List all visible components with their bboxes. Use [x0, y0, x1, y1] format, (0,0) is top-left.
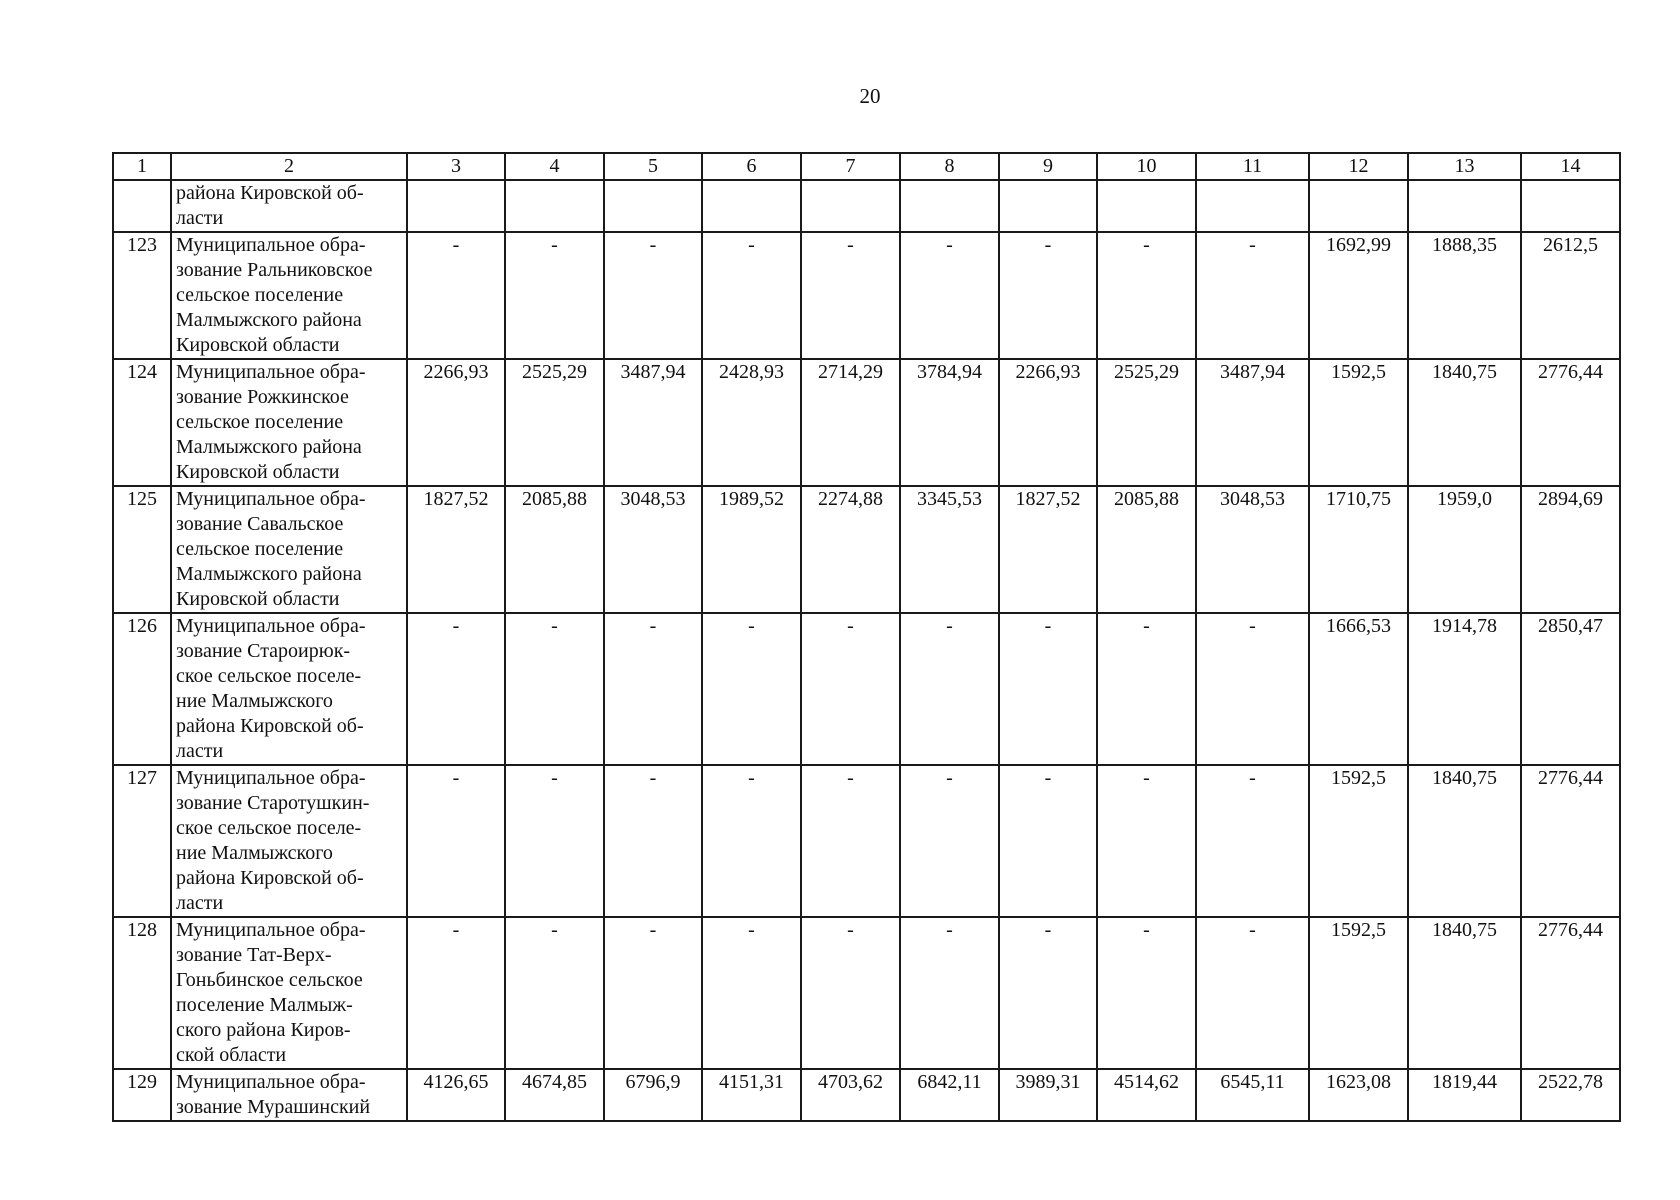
value-cell: - — [1097, 917, 1196, 1069]
value-cell: 4126,65 — [407, 1069, 505, 1121]
value-cell: 1592,5 — [1309, 765, 1408, 917]
value-cell: - — [900, 765, 999, 917]
header-cell: 5 — [604, 153, 702, 180]
name-line: Муниципальное обра- — [176, 767, 366, 789]
value-cell: 2266,93 — [999, 359, 1097, 486]
name-line: Кировской области — [176, 588, 340, 610]
municipality-name — [171, 1069, 407, 1121]
header-row — [113, 153, 1620, 180]
header-cell: 12 — [1309, 153, 1408, 180]
value-cell: 2525,29 — [1097, 359, 1196, 486]
value-cell: - — [604, 917, 702, 1069]
value-cell: - — [604, 765, 702, 917]
municipality-name — [171, 180, 407, 232]
row-number: 124 — [113, 359, 171, 486]
value-cell: - — [505, 917, 604, 1069]
value-cell: 1592,5 — [1309, 359, 1408, 486]
value-cell: - — [604, 232, 702, 359]
value-cell: - — [702, 917, 801, 1069]
value-cell: - — [999, 917, 1097, 1069]
municipality-name — [171, 359, 407, 486]
value-cell — [1196, 180, 1309, 232]
value-cell: 3345,53 — [900, 486, 999, 613]
value-cell: - — [801, 613, 900, 765]
name-line: ласти — [176, 892, 224, 914]
value-cell: 1710,75 — [1309, 486, 1408, 613]
value-cell — [900, 180, 999, 232]
value-cell — [1309, 180, 1408, 232]
value-cell: - — [407, 613, 505, 765]
name-line: зование Ральниковское — [176, 259, 373, 281]
name-line: Малмыжского района — [176, 309, 362, 331]
header-cell: 14 — [1521, 153, 1620, 180]
name-line: ласти — [176, 207, 224, 229]
name-line: Гоньбинское сельское — [176, 969, 363, 991]
value-cell — [604, 180, 702, 232]
value-cell: - — [900, 917, 999, 1069]
value-cell: 2894,69 — [1521, 486, 1620, 613]
value-cell: 3048,53 — [604, 486, 702, 613]
value-cell: - — [1097, 613, 1196, 765]
value-cell: 2522,78 — [1521, 1069, 1620, 1121]
header-cell: 7 — [801, 153, 900, 180]
value-cell: - — [407, 917, 505, 1069]
table-row — [113, 917, 1620, 1069]
value-cell: 3989,31 — [999, 1069, 1097, 1121]
value-cell: 1840,75 — [1408, 359, 1521, 486]
table-row — [113, 486, 1620, 613]
table-row — [113, 613, 1620, 765]
row-number: 126 — [113, 613, 171, 765]
name-line: ласти — [176, 740, 224, 762]
header-cell: 2 — [171, 153, 407, 180]
row-number: 127 — [113, 765, 171, 917]
name-line: Малмыжского района — [176, 563, 362, 585]
header-cell: 10 — [1097, 153, 1196, 180]
value-cell: - — [407, 765, 505, 917]
value-cell: 1819,44 — [1408, 1069, 1521, 1121]
name-line: Малмыжского района — [176, 436, 362, 458]
value-cell: 2266,93 — [407, 359, 505, 486]
value-cell: 3784,94 — [900, 359, 999, 486]
name-line: сельское поселение — [176, 411, 344, 433]
value-cell: - — [505, 765, 604, 917]
value-cell: - — [999, 232, 1097, 359]
value-cell: - — [1196, 613, 1309, 765]
name-line: района Кировской об- — [176, 715, 364, 737]
row-number: 123 — [113, 232, 171, 359]
name-line: района Кировской об- — [176, 867, 364, 889]
value-cell: 4674,85 — [505, 1069, 604, 1121]
value-cell — [505, 180, 604, 232]
value-cell: - — [900, 613, 999, 765]
header-cell: 4 — [505, 153, 604, 180]
value-cell: 4703,62 — [801, 1069, 900, 1121]
header-cell: 11 — [1196, 153, 1309, 180]
value-cell: 2714,29 — [801, 359, 900, 486]
name-line: Муниципальное обра- — [176, 919, 366, 941]
name-line: ние Малмыжского — [176, 842, 333, 864]
value-cell: - — [505, 613, 604, 765]
value-cell: 4151,31 — [702, 1069, 801, 1121]
value-cell: 2274,88 — [801, 486, 900, 613]
name-line: сельское поселение — [176, 284, 344, 306]
row-number: 128 — [113, 917, 171, 1069]
name-line: Муниципальное обра- — [176, 1071, 366, 1093]
value-cell: - — [999, 613, 1097, 765]
municipality-name — [171, 765, 407, 917]
value-cell — [702, 180, 801, 232]
value-cell — [1521, 180, 1620, 232]
value-cell: - — [801, 917, 900, 1069]
name-line: Муниципальное обра- — [176, 488, 366, 510]
name-line: Муниципальное обра- — [176, 615, 366, 637]
value-cell: - — [801, 232, 900, 359]
value-cell: 1840,75 — [1408, 917, 1521, 1069]
value-cell: 2428,93 — [702, 359, 801, 486]
header-cell: 3 — [407, 153, 505, 180]
value-cell: 2776,44 — [1521, 359, 1620, 486]
value-cell: - — [1196, 917, 1309, 1069]
municipality-name — [171, 613, 407, 765]
value-cell: 3487,94 — [604, 359, 702, 486]
value-cell — [999, 180, 1097, 232]
value-cell: 1914,78 — [1408, 613, 1521, 765]
value-cell: 1827,52 — [999, 486, 1097, 613]
table-row — [113, 180, 1620, 232]
name-line: зование Старотушкин- — [176, 792, 370, 814]
row-number: 129 — [113, 1069, 171, 1121]
name-line: зование Савальское — [176, 513, 344, 535]
value-cell: 2085,88 — [505, 486, 604, 613]
table-row — [113, 765, 1620, 917]
row-number — [113, 180, 171, 232]
name-line: ние Малмыжского — [176, 690, 333, 712]
value-cell: - — [505, 232, 604, 359]
municipality-name — [171, 486, 407, 613]
value-cell: 2612,5 — [1521, 232, 1620, 359]
name-line: поселение Малмыж- — [176, 994, 353, 1016]
name-line: зование Тат-Верх- — [176, 944, 332, 966]
table-row — [113, 232, 1620, 359]
value-cell: 1989,52 — [702, 486, 801, 613]
name-line: Кировской области — [176, 461, 340, 483]
value-cell: 2776,44 — [1521, 917, 1620, 1069]
name-line: ского района Киров- — [176, 1019, 351, 1041]
value-cell: 6545,11 — [1196, 1069, 1309, 1121]
value-cell: - — [1196, 765, 1309, 917]
value-cell: - — [1097, 765, 1196, 917]
header-cell: 8 — [900, 153, 999, 180]
value-cell: 3048,53 — [1196, 486, 1309, 613]
value-cell: 1692,99 — [1309, 232, 1408, 359]
table-row — [113, 1069, 1620, 1121]
table-row — [113, 359, 1620, 486]
value-cell: 2085,88 — [1097, 486, 1196, 613]
row-number: 125 — [113, 486, 171, 613]
value-cell: 2525,29 — [505, 359, 604, 486]
header-cell: 9 — [999, 153, 1097, 180]
header-cell: 1 — [113, 153, 171, 180]
value-cell: - — [999, 765, 1097, 917]
value-cell — [407, 180, 505, 232]
name-line: зование Староирюк- — [176, 640, 351, 662]
name-line: Муниципальное обра- — [176, 361, 366, 383]
name-line: зование Мурашинский — [176, 1096, 371, 1118]
value-cell: 6796,9 — [604, 1069, 702, 1121]
name-line: сельское поселение — [176, 538, 344, 560]
header-cell: 6 — [702, 153, 801, 180]
value-cell: 1623,08 — [1309, 1069, 1408, 1121]
value-cell: 3487,94 — [1196, 359, 1309, 486]
value-cell: - — [1097, 232, 1196, 359]
name-line: района Кировской об- — [176, 182, 364, 204]
page-number: 20 — [859, 84, 881, 108]
name-line: Кировской области — [176, 334, 340, 356]
value-cell: 1840,75 — [1408, 765, 1521, 917]
data-table — [112, 152, 1621, 1122]
value-cell — [801, 180, 900, 232]
value-cell: - — [604, 613, 702, 765]
header-cell: 13 — [1408, 153, 1521, 180]
value-cell: 4514,62 — [1097, 1069, 1196, 1121]
value-cell: 1666,53 — [1309, 613, 1408, 765]
name-line: ской области — [176, 1044, 287, 1066]
name-line: ское сельское поселе- — [176, 817, 362, 839]
value-cell: 2776,44 — [1521, 765, 1620, 917]
value-cell: 2850,47 — [1521, 613, 1620, 765]
value-cell — [1097, 180, 1196, 232]
value-cell: - — [900, 232, 999, 359]
value-cell — [1408, 180, 1521, 232]
value-cell: - — [702, 232, 801, 359]
name-line: зование Рожкинское — [176, 386, 349, 408]
name-line: ское сельское поселе- — [176, 665, 362, 687]
value-cell: - — [702, 765, 801, 917]
value-cell: 6842,11 — [900, 1069, 999, 1121]
value-cell: 1959,0 — [1408, 486, 1521, 613]
value-cell: - — [702, 613, 801, 765]
value-cell: 1827,52 — [407, 486, 505, 613]
municipality-name — [171, 917, 407, 1069]
value-cell: - — [407, 232, 505, 359]
municipality-name — [171, 232, 407, 359]
value-cell: 1888,35 — [1408, 232, 1521, 359]
value-cell: 1592,5 — [1309, 917, 1408, 1069]
value-cell: - — [1196, 232, 1309, 359]
value-cell: - — [801, 765, 900, 917]
name-line: Муниципальное обра- — [176, 234, 366, 256]
